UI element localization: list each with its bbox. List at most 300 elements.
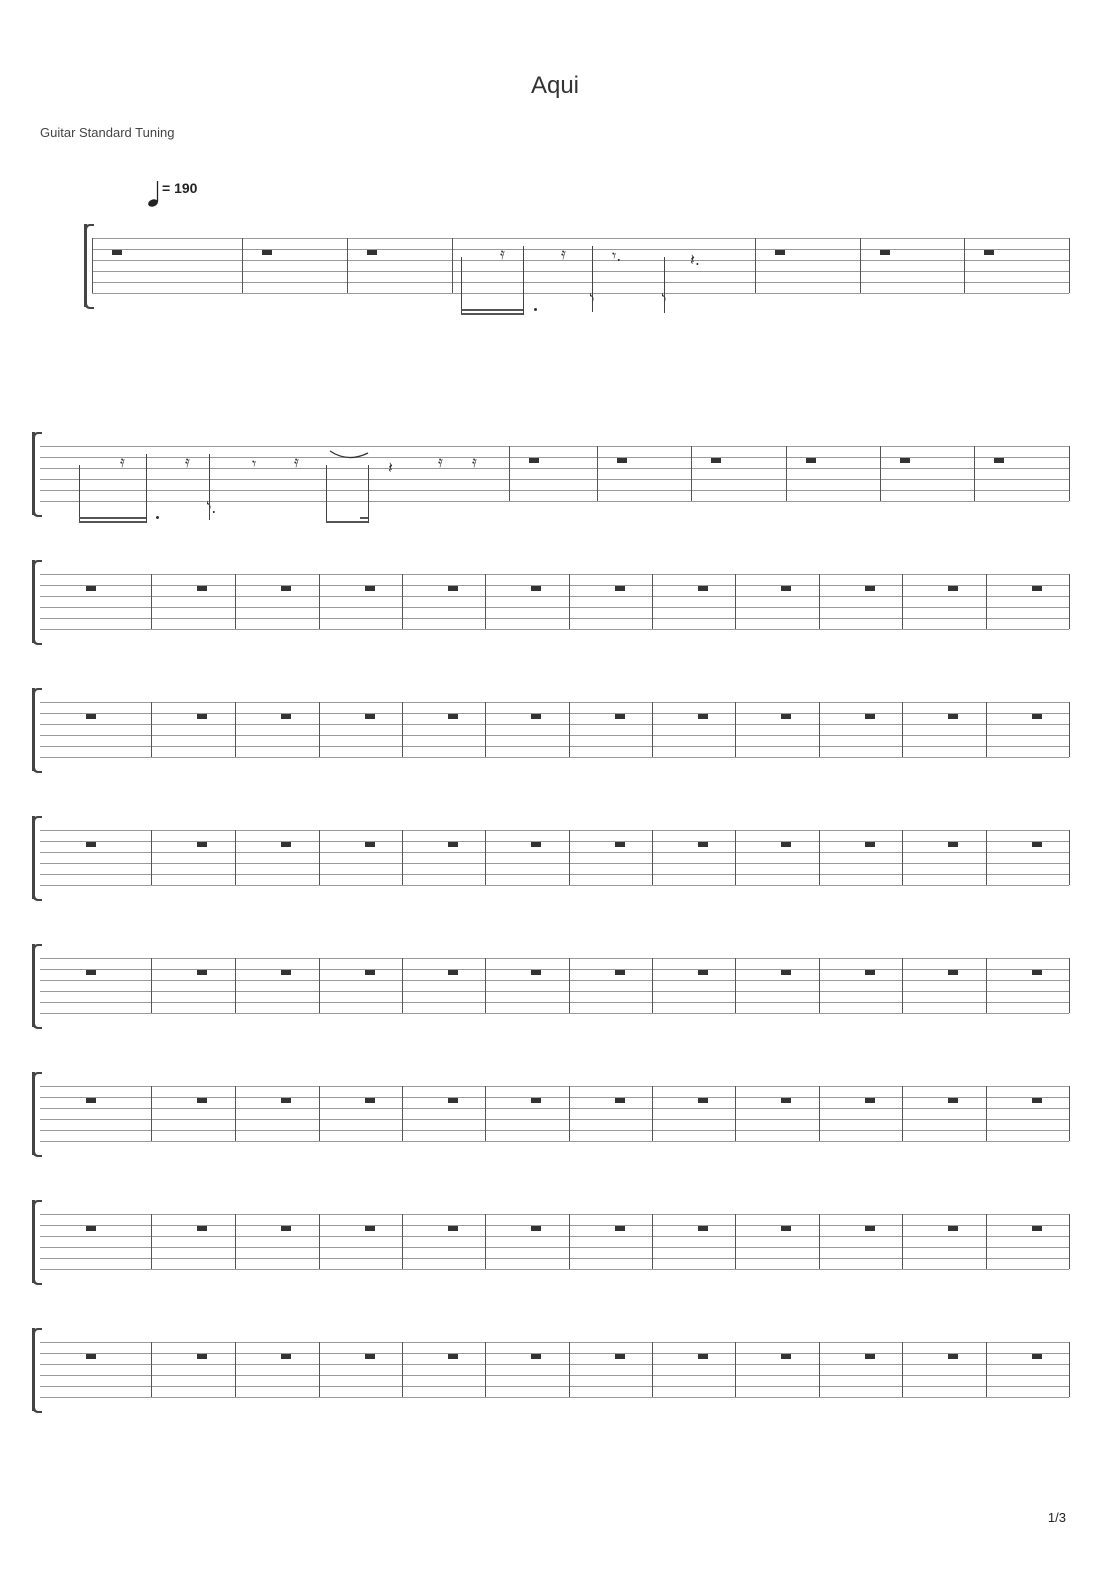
staff-line xyxy=(40,735,1069,736)
system-bracket xyxy=(32,560,41,643)
whole-rest xyxy=(865,1354,875,1359)
whole-rest xyxy=(698,586,708,591)
whole-rest xyxy=(448,842,458,847)
tuning-label: Guitar Standard Tuning xyxy=(40,125,175,140)
whole-rest xyxy=(365,714,375,719)
whole-rest xyxy=(1032,1226,1042,1231)
eighth-rest-icon: 𝄾. xyxy=(612,246,622,265)
whole-rest xyxy=(781,1226,791,1231)
sixteenth-rest-icon: 𝄿 xyxy=(500,244,505,263)
note-stem xyxy=(461,257,462,315)
barline xyxy=(319,574,320,629)
whole-rest xyxy=(281,586,291,591)
tempo-marking: = 190 xyxy=(162,180,198,196)
system-bracket xyxy=(32,944,41,1027)
note-beam xyxy=(360,517,368,519)
barline xyxy=(319,1342,320,1397)
staff-line xyxy=(40,1342,1069,1343)
barline xyxy=(151,574,152,629)
barline xyxy=(151,1086,152,1141)
staff-line xyxy=(40,874,1069,875)
whole-rest xyxy=(984,250,994,255)
barline xyxy=(819,702,820,757)
staff-line xyxy=(40,702,1069,703)
barline xyxy=(347,238,348,293)
barline xyxy=(569,830,570,885)
whole-rest xyxy=(865,842,875,847)
whole-rest xyxy=(865,714,875,719)
barline xyxy=(569,1342,570,1397)
staff-line xyxy=(40,1397,1069,1398)
whole-rest xyxy=(197,714,207,719)
whole-rest xyxy=(365,1098,375,1103)
whole-rest xyxy=(531,1226,541,1231)
staff-line xyxy=(40,863,1069,864)
staff-line xyxy=(40,479,1069,480)
barline xyxy=(986,1086,987,1141)
sixteenth-rest-icon: 𝄿 xyxy=(120,452,125,471)
song-title: Aqui xyxy=(530,72,580,99)
whole-rest xyxy=(900,458,910,463)
barline xyxy=(402,1086,403,1141)
whole-rest xyxy=(531,842,541,847)
bracket-cap xyxy=(32,509,42,517)
whole-rest xyxy=(948,970,958,975)
staff-line xyxy=(40,830,1069,831)
barline xyxy=(652,1214,653,1269)
barline xyxy=(964,238,965,293)
barline xyxy=(819,574,820,629)
barline xyxy=(1069,574,1070,629)
staff-line xyxy=(92,271,1069,272)
barline xyxy=(235,1214,236,1269)
whole-rest xyxy=(865,586,875,591)
note-beam xyxy=(461,313,523,315)
whole-rest xyxy=(615,1098,625,1103)
bracket-cap xyxy=(32,765,42,773)
whole-rest xyxy=(281,1354,291,1359)
staff-line xyxy=(40,1108,1069,1109)
staff-line xyxy=(40,574,1069,575)
barline xyxy=(452,238,453,293)
barline xyxy=(880,446,881,501)
barline xyxy=(1069,1214,1070,1269)
quarter-rest-icon: 𝄽. xyxy=(690,250,700,269)
staff-line xyxy=(40,969,1069,970)
whole-rest xyxy=(281,1098,291,1103)
staff-line xyxy=(40,1214,1069,1215)
barline xyxy=(242,238,243,293)
barline xyxy=(235,1086,236,1141)
staff-line xyxy=(40,1364,1069,1365)
barline xyxy=(1069,702,1070,757)
whole-rest xyxy=(365,1226,375,1231)
bracket-cap xyxy=(32,432,42,440)
barline xyxy=(819,958,820,1013)
staff-line xyxy=(40,1013,1069,1014)
barline xyxy=(235,574,236,629)
system-bracket xyxy=(32,432,41,515)
bracket-cap xyxy=(32,1328,42,1336)
whole-rest xyxy=(948,714,958,719)
staff-line xyxy=(40,1375,1069,1376)
whole-rest xyxy=(281,714,291,719)
whole-rest xyxy=(865,1098,875,1103)
barline xyxy=(485,830,486,885)
barline xyxy=(735,574,736,629)
barline xyxy=(319,1214,320,1269)
whole-rest xyxy=(531,1354,541,1359)
barline xyxy=(735,1214,736,1269)
whole-rest xyxy=(698,1098,708,1103)
barline xyxy=(402,702,403,757)
barline xyxy=(402,1214,403,1269)
barline xyxy=(235,958,236,1013)
system-bracket xyxy=(32,1200,41,1283)
whole-rest xyxy=(781,1098,791,1103)
barline xyxy=(902,958,903,1013)
note-beam xyxy=(326,521,368,523)
barline xyxy=(860,238,861,293)
barline xyxy=(235,1342,236,1397)
whole-rest xyxy=(615,970,625,975)
bracket-cap xyxy=(32,560,42,568)
flag-icon: 𝅮. xyxy=(207,498,217,517)
staff-line xyxy=(40,885,1069,886)
whole-rest xyxy=(865,970,875,975)
staff-line xyxy=(40,490,1069,491)
whole-rest xyxy=(1032,842,1042,847)
whole-rest xyxy=(615,1354,625,1359)
barline xyxy=(986,574,987,629)
barline xyxy=(319,702,320,757)
whole-rest xyxy=(448,1226,458,1231)
staff-line xyxy=(40,446,1069,447)
whole-rest xyxy=(448,586,458,591)
whole-rest xyxy=(1032,586,1042,591)
whole-rest xyxy=(948,586,958,591)
whole-rest xyxy=(281,1226,291,1231)
whole-rest xyxy=(775,250,785,255)
staff-line xyxy=(40,746,1069,747)
whole-rest xyxy=(948,842,958,847)
whole-rest xyxy=(1032,714,1042,719)
staff-line xyxy=(40,841,1069,842)
barline xyxy=(569,958,570,1013)
barline xyxy=(1069,238,1070,293)
staff-line xyxy=(40,1225,1069,1226)
barline xyxy=(902,830,903,885)
whole-rest xyxy=(365,842,375,847)
whole-rest xyxy=(197,1226,207,1231)
sixteenth-rest-icon: 𝄿 xyxy=(294,452,299,471)
barline xyxy=(485,1086,486,1141)
staff-line xyxy=(40,1258,1069,1259)
staff-line xyxy=(40,958,1069,959)
staff-line xyxy=(40,607,1069,608)
whole-rest xyxy=(698,1354,708,1359)
barline xyxy=(735,1342,736,1397)
staff-line xyxy=(40,618,1069,619)
whole-rest xyxy=(994,458,1004,463)
sixteenth-rest-icon: 𝄿 xyxy=(472,452,477,471)
flag-icon: 𝅮 xyxy=(590,290,595,309)
sixteenth-rest-icon: 𝄿 xyxy=(561,244,566,263)
barline xyxy=(986,830,987,885)
barline xyxy=(151,1342,152,1397)
flag-icon: 𝅮 xyxy=(662,290,667,309)
staff-line xyxy=(40,980,1069,981)
whole-rest xyxy=(948,1098,958,1103)
barline xyxy=(151,1214,152,1269)
whole-rest xyxy=(365,586,375,591)
bracket-cap xyxy=(32,944,42,952)
bracket-cap xyxy=(32,1072,42,1080)
barline xyxy=(1069,1342,1070,1397)
barline xyxy=(652,1342,653,1397)
barline xyxy=(1069,830,1070,885)
barline xyxy=(986,958,987,1013)
whole-rest xyxy=(781,970,791,975)
barline xyxy=(485,702,486,757)
note-stem xyxy=(368,465,369,523)
whole-rest xyxy=(197,970,207,975)
barline xyxy=(986,702,987,757)
barline xyxy=(819,1342,820,1397)
sixteenth-rest-icon: 𝄿 xyxy=(438,452,443,471)
whole-rest xyxy=(698,970,708,975)
bracket-cap xyxy=(32,1200,42,1208)
bracket-cap xyxy=(32,1149,42,1157)
barline xyxy=(755,238,756,293)
barline xyxy=(319,830,320,885)
whole-rest xyxy=(531,970,541,975)
sixteenth-rest-icon: 𝄿 xyxy=(185,452,190,471)
staff-line xyxy=(92,293,1069,294)
barline xyxy=(485,1214,486,1269)
barline xyxy=(652,702,653,757)
barline xyxy=(974,446,975,501)
whole-rest xyxy=(367,250,377,255)
barline xyxy=(569,702,570,757)
whole-rest xyxy=(698,1226,708,1231)
barline xyxy=(902,1214,903,1269)
note-stem xyxy=(523,246,524,315)
system-bracket xyxy=(32,688,41,771)
staff-line xyxy=(40,1002,1069,1003)
staff-line xyxy=(40,457,1069,458)
staff-line xyxy=(40,468,1069,469)
whole-rest xyxy=(448,714,458,719)
staff-line xyxy=(40,1086,1069,1087)
bracket-cap xyxy=(32,637,42,645)
staff-line xyxy=(92,238,1069,239)
whole-rest xyxy=(865,1226,875,1231)
bracket-cap xyxy=(32,816,42,824)
note-beam xyxy=(79,517,146,519)
staff-line xyxy=(40,852,1069,853)
whole-rest xyxy=(615,714,625,719)
bracket-cap xyxy=(32,1277,42,1285)
dotted-note xyxy=(534,308,537,311)
whole-rest xyxy=(531,714,541,719)
staff-line xyxy=(92,249,1069,250)
bracket-cap xyxy=(32,1405,42,1413)
whole-rest xyxy=(615,586,625,591)
whole-rest xyxy=(281,970,291,975)
barline xyxy=(652,830,653,885)
system-bracket xyxy=(32,1072,41,1155)
whole-rest xyxy=(781,586,791,591)
barline xyxy=(569,574,570,629)
whole-rest xyxy=(781,842,791,847)
barline xyxy=(402,574,403,629)
barline xyxy=(235,830,236,885)
whole-rest xyxy=(531,1098,541,1103)
barline xyxy=(652,958,653,1013)
barline xyxy=(691,446,692,501)
staff-line xyxy=(40,724,1069,725)
bracket-cap xyxy=(84,301,94,309)
whole-rest xyxy=(948,1354,958,1359)
barline xyxy=(485,574,486,629)
whole-rest xyxy=(197,586,207,591)
barline xyxy=(1069,446,1070,501)
whole-rest xyxy=(86,586,96,591)
whole-rest xyxy=(112,250,122,255)
barline xyxy=(569,1086,570,1141)
staff-line xyxy=(40,1269,1069,1270)
barline xyxy=(902,574,903,629)
quarter-rest-icon: 𝄽 xyxy=(388,458,393,477)
staff-line xyxy=(40,1130,1069,1131)
bracket-cap xyxy=(32,688,42,696)
staff-line xyxy=(92,260,1069,261)
staff-line xyxy=(40,1236,1069,1237)
note-stem xyxy=(326,465,327,523)
whole-rest xyxy=(448,970,458,975)
whole-rest xyxy=(948,1226,958,1231)
page-number: 1/3 xyxy=(1047,1510,1066,1525)
whole-rest xyxy=(1032,1354,1042,1359)
whole-rest xyxy=(86,1098,96,1103)
whole-rest xyxy=(281,842,291,847)
whole-rest xyxy=(1032,970,1042,975)
whole-rest xyxy=(86,1354,96,1359)
bracket-cap xyxy=(84,224,94,232)
barline xyxy=(509,446,510,501)
barline xyxy=(1069,958,1070,1013)
barline xyxy=(902,1342,903,1397)
whole-rest xyxy=(880,250,890,255)
whole-rest xyxy=(197,1354,207,1359)
whole-rest xyxy=(448,1098,458,1103)
staff-line xyxy=(40,1119,1069,1120)
whole-rest xyxy=(86,970,96,975)
note-stem xyxy=(146,454,147,523)
whole-rest xyxy=(698,842,708,847)
staff-line xyxy=(40,596,1069,597)
whole-rest xyxy=(197,1098,207,1103)
barline xyxy=(786,446,787,501)
barline xyxy=(319,1086,320,1141)
barline xyxy=(485,1342,486,1397)
whole-rest xyxy=(365,1354,375,1359)
barline xyxy=(485,958,486,1013)
barline xyxy=(986,1214,987,1269)
staff-line xyxy=(40,1141,1069,1142)
bracket-cap xyxy=(32,893,42,901)
staff-line xyxy=(92,282,1069,283)
staff-line xyxy=(40,585,1069,586)
staff-line xyxy=(40,1386,1069,1387)
whole-rest xyxy=(365,970,375,975)
barline xyxy=(569,1214,570,1269)
note-beam xyxy=(461,309,523,311)
whole-rest xyxy=(615,842,625,847)
whole-rest xyxy=(448,1354,458,1359)
whole-rest xyxy=(781,714,791,719)
barline xyxy=(902,702,903,757)
barline xyxy=(597,446,598,501)
barline xyxy=(735,1086,736,1141)
staff-line xyxy=(40,757,1069,758)
eighth-rest-icon: 𝄾 xyxy=(252,454,257,473)
dotted-note xyxy=(156,516,159,519)
staff-line xyxy=(40,629,1069,630)
tie-arc xyxy=(328,449,378,465)
barline xyxy=(151,830,152,885)
whole-rest xyxy=(615,1226,625,1231)
system-bracket xyxy=(32,1328,41,1411)
barline xyxy=(819,1086,820,1141)
whole-rest xyxy=(529,458,539,463)
staff-line xyxy=(40,713,1069,714)
barline xyxy=(402,830,403,885)
system-bracket xyxy=(32,816,41,899)
whole-rest xyxy=(617,458,627,463)
note-beam xyxy=(79,521,146,523)
barline xyxy=(1069,1086,1070,1141)
barline xyxy=(819,1214,820,1269)
staff-line xyxy=(40,1097,1069,1098)
staff-line xyxy=(40,1353,1069,1354)
whole-rest xyxy=(781,1354,791,1359)
barline xyxy=(151,702,152,757)
whole-rest xyxy=(197,842,207,847)
barline xyxy=(652,574,653,629)
whole-rest xyxy=(86,1226,96,1231)
barline xyxy=(402,958,403,1013)
barline xyxy=(92,238,93,293)
staff-line xyxy=(40,991,1069,992)
whole-rest xyxy=(262,250,272,255)
whole-rest xyxy=(806,458,816,463)
whole-rest xyxy=(698,714,708,719)
barline xyxy=(151,958,152,1013)
barline xyxy=(235,702,236,757)
bracket-cap xyxy=(32,1021,42,1029)
barline xyxy=(819,830,820,885)
staff-line xyxy=(40,1247,1069,1248)
whole-rest xyxy=(86,714,96,719)
barline xyxy=(319,958,320,1013)
note-stem xyxy=(79,465,80,523)
staff-line xyxy=(40,501,1069,502)
barline xyxy=(735,702,736,757)
whole-rest xyxy=(86,842,96,847)
whole-rest xyxy=(531,586,541,591)
